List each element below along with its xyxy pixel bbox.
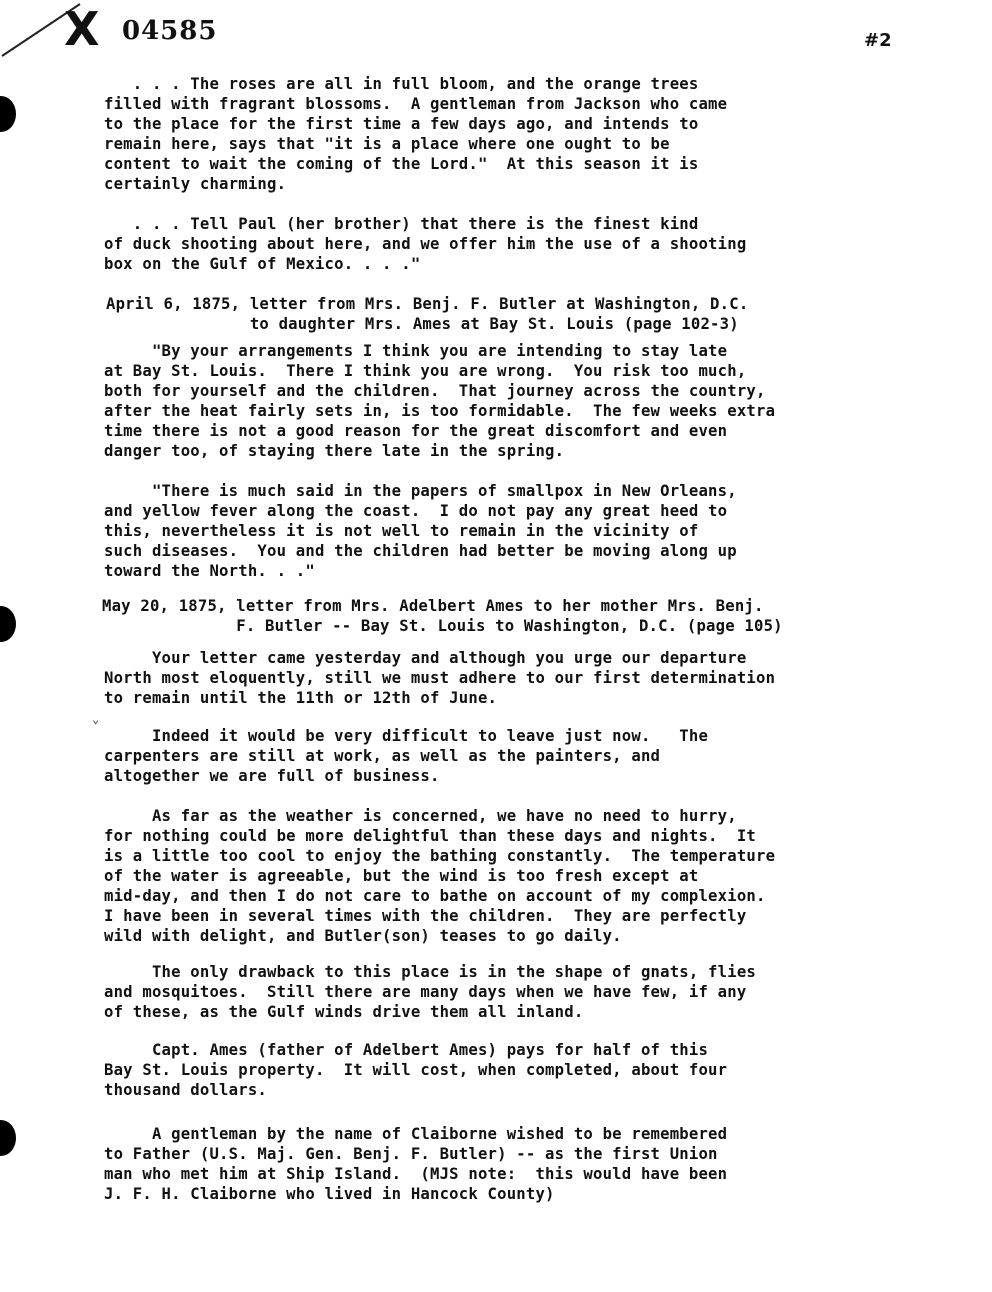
header-mark: X <box>64 2 100 56</box>
page-number: #2 <box>864 30 892 51</box>
text-line: of these, as the Gulf winds drive them all inland. <box>104 1003 584 1021</box>
text-line: North most eloquently, still we must adhere to our first determination <box>104 669 776 687</box>
text-line: Your letter came yesterday and although you urge our departure <box>104 649 747 667</box>
text-line: toward the North. . ." <box>104 562 315 580</box>
text-line: Bay St. Louis property. It will cost, when completed, about four <box>104 1061 728 1079</box>
punch-hole-icon <box>0 96 16 132</box>
text-line: I have been in several times with the children. They are perfectly <box>104 907 747 925</box>
text-line: F. Butler -- Bay St. Louis to Washington, D.C. (page 105) <box>102 617 783 635</box>
text-line: J. F. H. Claiborne who lived in Hancock County) <box>104 1185 555 1203</box>
text-line: box on the Gulf of Mexico. . . ." <box>104 255 421 273</box>
text-line: certainly charming. <box>104 175 287 193</box>
text-line: Capt. Ames (father of Adelbert Ames) pays for half of this <box>104 1041 709 1059</box>
text-line: content to wait the coming of the Lord." At this season it is <box>104 155 699 173</box>
text-line: Indeed it would be very difficult to leave just now. The <box>104 727 709 745</box>
punch-hole-icon <box>0 1120 16 1156</box>
text-line: "By your arrangements I think you are intending to stay late <box>104 342 728 360</box>
text-line: thousand dollars. <box>104 1081 267 1099</box>
text-line: after the heat fairly sets in, is too formidable. The few weeks extra <box>104 402 776 420</box>
text-line: mid-day, and then I do not care to bathe on account of my complexion. <box>104 887 766 905</box>
text-line: and yellow fever along the coast. I do not pay any great heed to <box>104 502 728 520</box>
text-line: to daughter Mrs. Ames at Bay St. Louis (page 102-3) <box>106 315 739 333</box>
text-line: danger too, of staying there late in the spring. <box>104 442 565 460</box>
text-line: to remain until the 11th or 12th of June. <box>104 689 498 707</box>
text-line: time there is not a good reason for the great discomfort and even <box>104 422 728 440</box>
text-line: for nothing could be more delightful than these days and nights. It <box>104 827 756 845</box>
text-line: "There is much said in the papers of smallpox in New Orleans, <box>104 482 737 500</box>
text-line: to the place for the first time a few days ago, and intends to <box>104 115 699 133</box>
text-line: May 20, 1875, letter from Mrs. Adelbert Ames to her mother Mrs. Benj. <box>102 597 764 615</box>
text-line: As far as the weather is concerned, we have no need to hurry, <box>104 807 737 825</box>
text-line: to Father (U.S. Maj. Gen. Benj. F. Butler) -- as the first Union <box>104 1145 718 1163</box>
text-line: . . . Tell Paul (her brother) that there is the finest kind <box>104 215 699 233</box>
text-line: carpenters are still at work, as well as the painters, and <box>104 747 661 765</box>
text-line: such diseases. You and the children had better be moving along up <box>104 542 737 560</box>
text-line: at Bay St. Louis. There I think you are wrong. You risk too much, <box>104 362 747 380</box>
text-line: wild with delight, and Butler(son) teases to go daily. <box>104 927 622 945</box>
text-line: and mosquitoes. Still there are many days when we have few, if any <box>104 983 747 1001</box>
text-line: remain here, says that "it is a place where one ought to be <box>104 135 670 153</box>
text-line: of duck shooting about here, and we offer him the use of a shooting <box>104 235 747 253</box>
punch-hole-icon <box>0 606 16 642</box>
text-line: both for yourself and the children. That journey across the country, <box>104 382 766 400</box>
text-line: of the water is agreeable, but the wind is too fresh except at <box>104 867 699 885</box>
scan-speck: ⌄ <box>92 712 100 726</box>
text-line: April 6, 1875, letter from Mrs. Benj. F. Butler at Washington, D.C. <box>106 295 749 313</box>
file-number: 04585 <box>122 16 218 46</box>
text-line: man who met him at Ship Island. (MJS note: this would have been <box>104 1165 728 1183</box>
text-line: The only drawback to this place is in the shape of gnats, flies <box>104 963 756 981</box>
text-line: is a little too cool to enjoy the bathing constantly. The temperature <box>104 847 776 865</box>
text-line: . . . The roses are all in full bloom, and the orange trees <box>104 75 699 93</box>
text-line: A gentleman by the name of Claiborne wished to be remembered <box>104 1125 728 1143</box>
text-line: filled with fragrant blossoms. A gentleman from Jackson who came <box>104 95 728 113</box>
text-line: altogether we are full of business. <box>104 767 440 785</box>
text-line: this, nevertheless it is not well to remain in the vicinity of <box>104 522 699 540</box>
